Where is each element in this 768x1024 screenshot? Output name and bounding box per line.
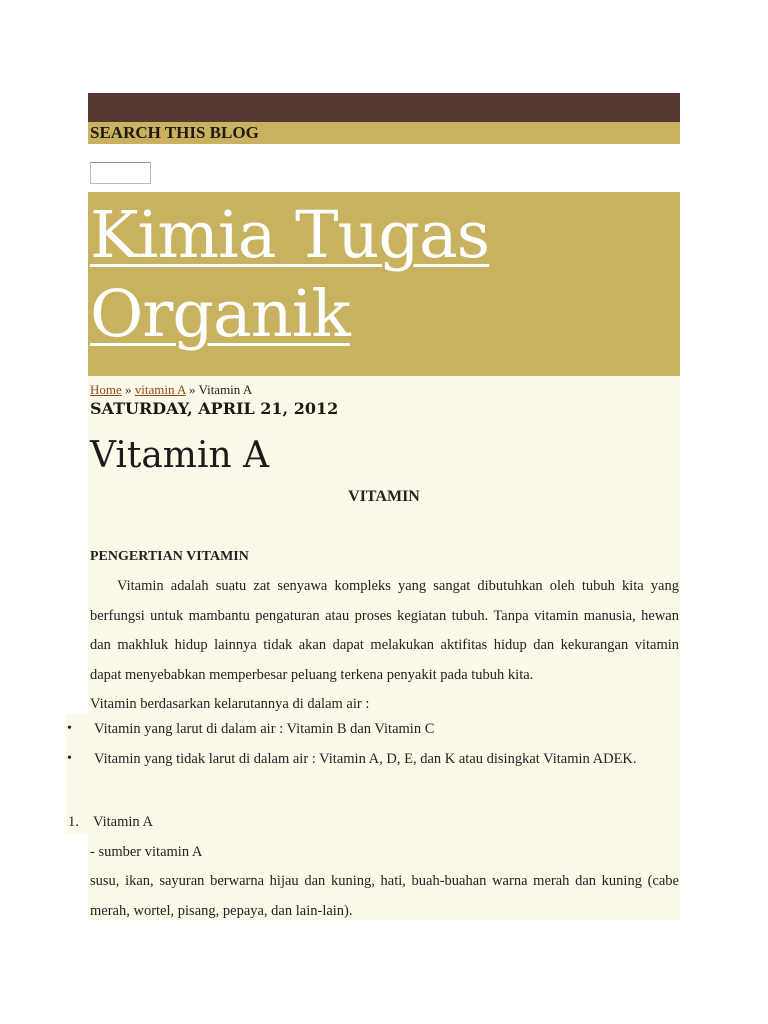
- breadcrumb: [90, 382, 252, 398]
- subheading-pengertian: PENGERTIAN VITAMIN: [90, 549, 249, 564]
- list-gap: [66, 774, 88, 804]
- definition-paragraph: Vitamin adalah suatu zat senyawa kompleks yang sangat dibutuhkan oleh tubuh kita yang berfungsi untuk mambantu pengaturan atau proses kegiatan tubuh. Tanpa vitamin manusia, hewan dan makhluk hidup lainnya tidak akan dapat melakukan aktifitas hidup dan kekurangan vitamin dapat menyebabkan memperbesar peluang terkena penyakit pada tubuh kita.: [90, 578, 679, 683]
- list-item: [66, 714, 680, 744]
- blog-title-line1: Kimia Tugas: [90, 198, 490, 273]
- post-date: SATURDAY, APRIL 21, 2012: [90, 399, 339, 418]
- post-content: [88, 376, 680, 920]
- breadcrumb-separator: »: [121, 382, 135, 397]
- list-item: [66, 744, 680, 774]
- sumber-label: - sumber vitamin A: [90, 844, 203, 860]
- blog-title-link[interactable]: [90, 196, 489, 354]
- blog-header-banner: [88, 192, 680, 376]
- bullet-text: Vitamin yang larut di dalam air : Vitamin B dan Vitamin C: [94, 721, 435, 737]
- list-item-text: Vitamin A: [93, 814, 153, 830]
- solubility-intro: Vitamin berdasarkan kelarutannya di dalam air :: [90, 696, 370, 712]
- breadcrumb-separator: »: [185, 382, 199, 397]
- bullet-icon: •: [67, 751, 72, 766]
- sumber-text: susu, ikan, sayuran berwarna hijau dan kuning, hati, buah-buahan warna merah dan kuning (cabe merah, wortel, pisang, pepaya, dan lain-lain).: [90, 873, 679, 919]
- breadcrumb-current: Vitamin A: [198, 382, 253, 397]
- numbered-list-item: [66, 804, 680, 834]
- post-title: Vitamin A: [90, 435, 270, 476]
- list-number: 1.: [68, 814, 79, 830]
- top-bar: [88, 93, 680, 122]
- search-input[interactable]: [90, 162, 151, 184]
- breadcrumb-home-link[interactable]: Home: [90, 382, 122, 397]
- blog-title-line2: Organik: [90, 277, 350, 352]
- search-blog-heading: SEARCH THIS BLOG: [88, 122, 680, 144]
- breadcrumb-category-link[interactable]: vitamin A: [134, 382, 186, 397]
- section-heading-vitamin: VITAMIN: [348, 488, 420, 505]
- bullet-icon: •: [67, 721, 72, 736]
- bullet-text: Vitamin yang tidak larut di dalam air : Vitamin A, D, E, dan K atau disingkat Vitamin ADEK.: [94, 751, 637, 767]
